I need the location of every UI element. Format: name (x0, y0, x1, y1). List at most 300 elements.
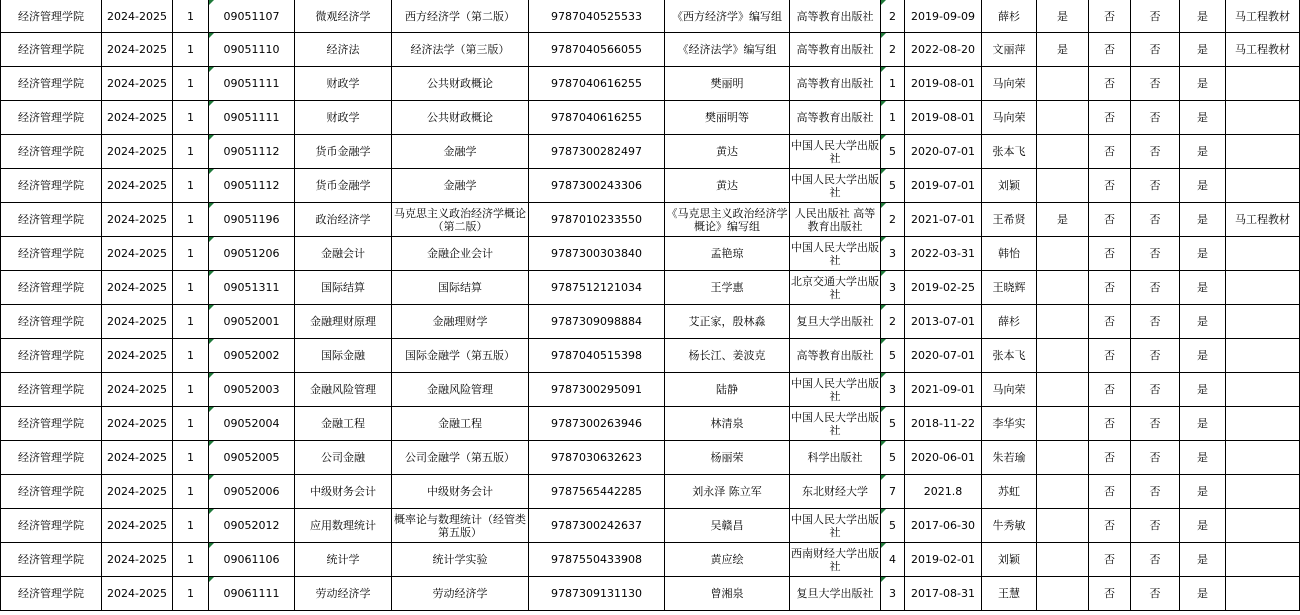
cell-flag-c[interactable]: 否 (1131, 67, 1180, 101)
cell-textbook-title[interactable]: 马克思主义政治经济学概论（第二版） (392, 203, 529, 237)
cell-academic-year[interactable]: 2024-2025 (102, 135, 173, 169)
cell-flag-c[interactable]: 否 (1131, 271, 1180, 305)
cell-flag-d[interactable]: 是 (1180, 169, 1226, 203)
cell-flag-b[interactable]: 否 (1089, 305, 1131, 339)
cell-teacher[interactable]: 文丽萍 (982, 33, 1037, 67)
cell-course-code[interactable]: 09051206 (209, 237, 295, 271)
cell-publisher[interactable]: 高等教育出版社 (790, 0, 881, 33)
cell-note[interactable] (1226, 475, 1300, 509)
cell-teacher[interactable]: 马向荣 (982, 101, 1037, 135)
cell-textbook-title[interactable]: 金融学 (392, 169, 529, 203)
cell-course-name[interactable]: 中级财务会计 (295, 475, 392, 509)
cell-college[interactable]: 经济管理学院 (1, 407, 102, 441)
cell-flag-b[interactable]: 否 (1089, 33, 1131, 67)
cell-author[interactable]: 曾湘泉 (665, 577, 790, 611)
cell-semester[interactable]: 1 (173, 135, 209, 169)
cell-flag-a[interactable] (1037, 543, 1089, 577)
cell-publish-date[interactable]: 2022-03-31 (905, 237, 982, 271)
cell-textbook-title[interactable]: 国际结算 (392, 271, 529, 305)
cell-course-name[interactable]: 金融风险管理 (295, 373, 392, 407)
cell-teacher[interactable]: 李华实 (982, 407, 1037, 441)
cell-course-code[interactable]: 09061111 (209, 577, 295, 611)
cell-academic-year[interactable]: 2024-2025 (102, 169, 173, 203)
cell-teacher[interactable]: 马向荣 (982, 373, 1037, 407)
cell-edition[interactable]: 2 (881, 203, 905, 237)
cell-isbn[interactable]: 9787010233550 (529, 203, 665, 237)
cell-flag-b[interactable]: 否 (1089, 101, 1131, 135)
cell-author[interactable]: 《马克思主义政治经济学概论》编写组 (665, 203, 790, 237)
cell-flag-d[interactable]: 是 (1180, 135, 1226, 169)
cell-textbook-title[interactable]: 公司金融学（第五版） (392, 441, 529, 475)
cell-publisher[interactable]: 中国人民大学出版社 (790, 373, 881, 407)
cell-college[interactable]: 经济管理学院 (1, 475, 102, 509)
cell-course-code[interactable]: 09051111 (209, 101, 295, 135)
cell-flag-b[interactable]: 否 (1089, 203, 1131, 237)
cell-author[interactable]: 黄达 (665, 135, 790, 169)
cell-college[interactable]: 经济管理学院 (1, 339, 102, 373)
cell-author[interactable]: 陆静 (665, 373, 790, 407)
cell-publish-date[interactable]: 2022-08-20 (905, 33, 982, 67)
cell-note[interactable]: 马工程教材 (1226, 203, 1300, 237)
cell-flag-a[interactable] (1037, 271, 1089, 305)
cell-publisher[interactable]: 北京交通大学出版社 (790, 271, 881, 305)
cell-semester[interactable]: 1 (173, 67, 209, 101)
cell-semester[interactable]: 1 (173, 475, 209, 509)
cell-publish-date[interactable]: 2020-06-01 (905, 441, 982, 475)
cell-isbn[interactable]: 9787040566055 (529, 33, 665, 67)
cell-flag-a[interactable] (1037, 441, 1089, 475)
cell-flag-b[interactable]: 否 (1089, 169, 1131, 203)
cell-note[interactable] (1226, 305, 1300, 339)
cell-flag-a[interactable] (1037, 135, 1089, 169)
cell-teacher[interactable]: 王慧 (982, 577, 1037, 611)
cell-flag-b[interactable]: 否 (1089, 475, 1131, 509)
cell-author[interactable]: 林清泉 (665, 407, 790, 441)
cell-flag-b[interactable]: 否 (1089, 373, 1131, 407)
cell-isbn[interactable]: 9787512121034 (529, 271, 665, 305)
cell-note[interactable] (1226, 543, 1300, 577)
cell-textbook-title[interactable]: 劳动经济学 (392, 577, 529, 611)
cell-college[interactable]: 经济管理学院 (1, 203, 102, 237)
cell-publisher[interactable]: 高等教育出版社 (790, 339, 881, 373)
cell-publisher[interactable]: 高等教育出版社 (790, 33, 881, 67)
cell-course-code[interactable]: 09052006 (209, 475, 295, 509)
cell-course-name[interactable]: 货币金融学 (295, 135, 392, 169)
cell-flag-d[interactable]: 是 (1180, 271, 1226, 305)
cell-edition[interactable]: 7 (881, 475, 905, 509)
cell-isbn[interactable]: 9787300282497 (529, 135, 665, 169)
cell-textbook-title[interactable]: 统计学实验 (392, 543, 529, 577)
cell-textbook-title[interactable]: 国际金融学（第五版） (392, 339, 529, 373)
cell-publisher[interactable]: 高等教育出版社 (790, 101, 881, 135)
cell-publisher[interactable]: 高等教育出版社 (790, 67, 881, 101)
cell-semester[interactable]: 1 (173, 509, 209, 543)
cell-textbook-title[interactable]: 金融学 (392, 135, 529, 169)
cell-college[interactable]: 经济管理学院 (1, 0, 102, 33)
cell-course-name[interactable]: 金融工程 (295, 407, 392, 441)
cell-flag-c[interactable]: 否 (1131, 441, 1180, 475)
cell-semester[interactable]: 1 (173, 543, 209, 577)
cell-publisher[interactable]: 科学出版社 (790, 441, 881, 475)
cell-isbn[interactable]: 9787300303840 (529, 237, 665, 271)
cell-edition[interactable]: 5 (881, 339, 905, 373)
cell-flag-c[interactable]: 否 (1131, 169, 1180, 203)
cell-course-name[interactable]: 统计学 (295, 543, 392, 577)
cell-course-code[interactable]: 09052002 (209, 339, 295, 373)
cell-publisher[interactable]: 中国人民大学出版社 (790, 407, 881, 441)
cell-semester[interactable]: 1 (173, 33, 209, 67)
cell-semester[interactable]: 1 (173, 271, 209, 305)
cell-course-name[interactable]: 货币金融学 (295, 169, 392, 203)
cell-course-code[interactable]: 09051196 (209, 203, 295, 237)
cell-flag-b[interactable]: 否 (1089, 339, 1131, 373)
cell-flag-c[interactable]: 否 (1131, 305, 1180, 339)
cell-flag-d[interactable]: 是 (1180, 67, 1226, 101)
cell-flag-c[interactable]: 否 (1131, 135, 1180, 169)
cell-teacher[interactable]: 朱若瑜 (982, 441, 1037, 475)
cell-course-code[interactable]: 09052001 (209, 305, 295, 339)
cell-course-name[interactable]: 劳动经济学 (295, 577, 392, 611)
cell-course-name[interactable]: 政治经济学 (295, 203, 392, 237)
cell-academic-year[interactable]: 2024-2025 (102, 441, 173, 475)
cell-publisher[interactable]: 人民出版社 高等教育出版社 (790, 203, 881, 237)
cell-isbn[interactable]: 9787309131130 (529, 577, 665, 611)
cell-semester[interactable]: 1 (173, 169, 209, 203)
cell-teacher[interactable]: 张本飞 (982, 135, 1037, 169)
cell-publish-date[interactable]: 2019-02-25 (905, 271, 982, 305)
cell-semester[interactable]: 1 (173, 101, 209, 135)
cell-flag-a[interactable] (1037, 339, 1089, 373)
cell-publish-date[interactable]: 2019-02-01 (905, 543, 982, 577)
cell-semester[interactable]: 1 (173, 203, 209, 237)
cell-teacher[interactable]: 刘颖 (982, 169, 1037, 203)
cell-teacher[interactable]: 张本飞 (982, 339, 1037, 373)
cell-author[interactable]: 王学惠 (665, 271, 790, 305)
cell-flag-c[interactable]: 否 (1131, 203, 1180, 237)
cell-teacher[interactable]: 王希贤 (982, 203, 1037, 237)
cell-flag-a[interactable] (1037, 169, 1089, 203)
cell-flag-d[interactable]: 是 (1180, 577, 1226, 611)
cell-edition[interactable]: 3 (881, 271, 905, 305)
cell-textbook-title[interactable]: 西方经济学（第二版） (392, 0, 529, 33)
cell-note[interactable] (1226, 509, 1300, 543)
cell-author[interactable]: 杨丽荣 (665, 441, 790, 475)
cell-semester[interactable]: 1 (173, 407, 209, 441)
cell-edition[interactable]: 5 (881, 169, 905, 203)
cell-course-name[interactable]: 财政学 (295, 101, 392, 135)
cell-author[interactable]: 孟艳琼 (665, 237, 790, 271)
cell-author[interactable]: 黄应绘 (665, 543, 790, 577)
cell-academic-year[interactable]: 2024-2025 (102, 33, 173, 67)
cell-note[interactable] (1226, 101, 1300, 135)
cell-note[interactable] (1226, 441, 1300, 475)
cell-academic-year[interactable]: 2024-2025 (102, 203, 173, 237)
cell-flag-d[interactable]: 是 (1180, 543, 1226, 577)
cell-college[interactable]: 经济管理学院 (1, 169, 102, 203)
cell-flag-b[interactable]: 否 (1089, 407, 1131, 441)
cell-flag-b[interactable]: 否 (1089, 67, 1131, 101)
cell-author[interactable]: 杨长江、姜波克 (665, 339, 790, 373)
cell-publish-date[interactable]: 2020-07-01 (905, 135, 982, 169)
cell-course-code[interactable]: 09051112 (209, 135, 295, 169)
cell-flag-a[interactable] (1037, 373, 1089, 407)
cell-flag-c[interactable]: 否 (1131, 237, 1180, 271)
cell-academic-year[interactable]: 2024-2025 (102, 305, 173, 339)
cell-semester[interactable]: 1 (173, 373, 209, 407)
cell-flag-c[interactable]: 否 (1131, 339, 1180, 373)
cell-teacher[interactable]: 牛秀敏 (982, 509, 1037, 543)
cell-publisher[interactable]: 中国人民大学出版社 (790, 135, 881, 169)
cell-edition[interactable]: 1 (881, 67, 905, 101)
cell-publish-date[interactable]: 2021-09-01 (905, 373, 982, 407)
cell-course-name[interactable]: 经济法 (295, 33, 392, 67)
cell-edition[interactable]: 5 (881, 135, 905, 169)
cell-author[interactable]: 樊丽明等 (665, 101, 790, 135)
cell-flag-c[interactable]: 否 (1131, 475, 1180, 509)
cell-textbook-title[interactable]: 金融企业会计 (392, 237, 529, 271)
cell-college[interactable]: 经济管理学院 (1, 577, 102, 611)
cell-course-code[interactable]: 09052003 (209, 373, 295, 407)
cell-course-code[interactable]: 09052004 (209, 407, 295, 441)
cell-semester[interactable]: 1 (173, 577, 209, 611)
cell-isbn[interactable]: 9787565442285 (529, 475, 665, 509)
cell-college[interactable]: 经济管理学院 (1, 101, 102, 135)
cell-isbn[interactable]: 9787550433908 (529, 543, 665, 577)
cell-textbook-title[interactable]: 经济法学（第三版） (392, 33, 529, 67)
cell-isbn[interactable]: 9787300295091 (529, 373, 665, 407)
cell-academic-year[interactable]: 2024-2025 (102, 0, 173, 33)
cell-publish-date[interactable]: 2019-08-01 (905, 101, 982, 135)
cell-isbn[interactable]: 9787030632623 (529, 441, 665, 475)
cell-textbook-title[interactable]: 金融工程 (392, 407, 529, 441)
cell-flag-d[interactable]: 是 (1180, 0, 1226, 33)
cell-course-code[interactable]: 09051112 (209, 169, 295, 203)
cell-teacher[interactable]: 苏虹 (982, 475, 1037, 509)
cell-semester[interactable]: 1 (173, 441, 209, 475)
cell-author[interactable]: 《经济法学》编写组 (665, 33, 790, 67)
cell-isbn[interactable]: 9787040515398 (529, 339, 665, 373)
cell-note[interactable] (1226, 407, 1300, 441)
cell-flag-a[interactable] (1037, 101, 1089, 135)
cell-flag-d[interactable]: 是 (1180, 509, 1226, 543)
cell-course-name[interactable]: 公司金融 (295, 441, 392, 475)
cell-isbn[interactable]: 9787309098884 (529, 305, 665, 339)
cell-flag-d[interactable]: 是 (1180, 203, 1226, 237)
cell-flag-d[interactable]: 是 (1180, 373, 1226, 407)
cell-note[interactable] (1226, 237, 1300, 271)
cell-edition[interactable]: 3 (881, 237, 905, 271)
cell-academic-year[interactable]: 2024-2025 (102, 373, 173, 407)
cell-course-code[interactable]: 09051107 (209, 0, 295, 33)
cell-semester[interactable]: 1 (173, 305, 209, 339)
cell-academic-year[interactable]: 2024-2025 (102, 407, 173, 441)
cell-academic-year[interactable]: 2024-2025 (102, 339, 173, 373)
cell-flag-b[interactable]: 否 (1089, 577, 1131, 611)
cell-note[interactable]: 马工程教材 (1226, 33, 1300, 67)
cell-textbook-title[interactable]: 概率论与数理统计（经管类第五版） (392, 509, 529, 543)
cell-flag-a[interactable]: 是 (1037, 0, 1089, 33)
cell-isbn[interactable]: 9787040616255 (529, 67, 665, 101)
cell-isbn[interactable]: 9787040525533 (529, 0, 665, 33)
cell-semester[interactable]: 1 (173, 237, 209, 271)
cell-flag-d[interactable]: 是 (1180, 33, 1226, 67)
cell-college[interactable]: 经济管理学院 (1, 373, 102, 407)
cell-academic-year[interactable]: 2024-2025 (102, 543, 173, 577)
cell-academic-year[interactable]: 2024-2025 (102, 475, 173, 509)
cell-edition[interactable]: 5 (881, 509, 905, 543)
cell-academic-year[interactable]: 2024-2025 (102, 577, 173, 611)
cell-edition[interactable]: 3 (881, 577, 905, 611)
cell-flag-a[interactable] (1037, 237, 1089, 271)
cell-flag-a[interactable] (1037, 67, 1089, 101)
cell-edition[interactable]: 2 (881, 0, 905, 33)
cell-teacher[interactable]: 马向荣 (982, 67, 1037, 101)
cell-publish-date[interactable]: 2021-07-01 (905, 203, 982, 237)
cell-note[interactable] (1226, 169, 1300, 203)
cell-flag-a[interactable] (1037, 305, 1089, 339)
cell-edition[interactable]: 2 (881, 33, 905, 67)
cell-flag-d[interactable]: 是 (1180, 101, 1226, 135)
cell-flag-c[interactable]: 否 (1131, 0, 1180, 33)
cell-teacher[interactable]: 韩怡 (982, 237, 1037, 271)
cell-note[interactable] (1226, 67, 1300, 101)
cell-teacher[interactable]: 薛杉 (982, 305, 1037, 339)
cell-publish-date[interactable]: 2017-08-31 (905, 577, 982, 611)
cell-flag-a[interactable] (1037, 577, 1089, 611)
cell-academic-year[interactable]: 2024-2025 (102, 509, 173, 543)
cell-flag-c[interactable]: 否 (1131, 101, 1180, 135)
cell-flag-c[interactable]: 否 (1131, 509, 1180, 543)
cell-college[interactable]: 经济管理学院 (1, 305, 102, 339)
cell-course-name[interactable]: 应用数理统计 (295, 509, 392, 543)
cell-course-code[interactable]: 09051111 (209, 67, 295, 101)
cell-publish-date[interactable]: 2019-08-01 (905, 67, 982, 101)
cell-flag-c[interactable]: 否 (1131, 543, 1180, 577)
cell-textbook-title[interactable]: 公共财政概论 (392, 67, 529, 101)
cell-flag-a[interactable]: 是 (1037, 33, 1089, 67)
cell-publish-date[interactable]: 2021.8 (905, 475, 982, 509)
cell-academic-year[interactable]: 2024-2025 (102, 67, 173, 101)
cell-flag-b[interactable]: 否 (1089, 237, 1131, 271)
cell-flag-d[interactable]: 是 (1180, 475, 1226, 509)
cell-semester[interactable]: 1 (173, 339, 209, 373)
cell-isbn[interactable]: 9787300243306 (529, 169, 665, 203)
cell-note[interactable] (1226, 577, 1300, 611)
cell-publisher[interactable]: 复旦大学出版社 (790, 577, 881, 611)
cell-course-name[interactable]: 国际结算 (295, 271, 392, 305)
cell-college[interactable]: 经济管理学院 (1, 271, 102, 305)
cell-publish-date[interactable]: 2019-09-09 (905, 0, 982, 33)
cell-course-name[interactable]: 金融理财原理 (295, 305, 392, 339)
cell-publisher[interactable]: 中国人民大学出版社 (790, 509, 881, 543)
cell-flag-b[interactable]: 否 (1089, 0, 1131, 33)
cell-author[interactable]: 樊丽明 (665, 67, 790, 101)
cell-flag-c[interactable]: 否 (1131, 577, 1180, 611)
cell-college[interactable]: 经济管理学院 (1, 543, 102, 577)
cell-isbn[interactable]: 9787300263946 (529, 407, 665, 441)
cell-publisher[interactable]: 中国人民大学出版社 (790, 237, 881, 271)
cell-textbook-title[interactable]: 公共财政概论 (392, 101, 529, 135)
cell-edition[interactable]: 5 (881, 407, 905, 441)
cell-publisher[interactable]: 复旦大学出版社 (790, 305, 881, 339)
cell-flag-b[interactable]: 否 (1089, 509, 1131, 543)
cell-flag-d[interactable]: 是 (1180, 441, 1226, 475)
cell-publish-date[interactable]: 2017-06-30 (905, 509, 982, 543)
cell-author[interactable]: 黄达 (665, 169, 790, 203)
cell-college[interactable]: 经济管理学院 (1, 33, 102, 67)
cell-flag-d[interactable]: 是 (1180, 407, 1226, 441)
cell-course-code[interactable]: 09052005 (209, 441, 295, 475)
cell-publish-date[interactable]: 2020-07-01 (905, 339, 982, 373)
cell-note[interactable] (1226, 339, 1300, 373)
cell-course-name[interactable]: 国际金融 (295, 339, 392, 373)
cell-edition[interactable]: 4 (881, 543, 905, 577)
cell-teacher[interactable]: 薛杉 (982, 0, 1037, 33)
cell-flag-b[interactable]: 否 (1089, 135, 1131, 169)
cell-academic-year[interactable]: 2024-2025 (102, 271, 173, 305)
cell-course-code[interactable]: 09052012 (209, 509, 295, 543)
cell-flag-c[interactable]: 否 (1131, 407, 1180, 441)
cell-edition[interactable]: 2 (881, 305, 905, 339)
cell-isbn[interactable]: 9787040616255 (529, 101, 665, 135)
cell-isbn[interactable]: 9787300242637 (529, 509, 665, 543)
cell-academic-year[interactable]: 2024-2025 (102, 101, 173, 135)
cell-textbook-title[interactable]: 金融理财学 (392, 305, 529, 339)
cell-course-name[interactable]: 金融会计 (295, 237, 392, 271)
cell-semester[interactable]: 1 (173, 0, 209, 33)
cell-flag-b[interactable]: 否 (1089, 271, 1131, 305)
cell-publish-date[interactable]: 2019-07-01 (905, 169, 982, 203)
cell-course-code[interactable]: 09051311 (209, 271, 295, 305)
cell-edition[interactable]: 3 (881, 373, 905, 407)
cell-textbook-title[interactable]: 中级财务会计 (392, 475, 529, 509)
cell-flag-b[interactable]: 否 (1089, 543, 1131, 577)
cell-flag-c[interactable]: 否 (1131, 373, 1180, 407)
cell-teacher[interactable]: 刘颖 (982, 543, 1037, 577)
cell-college[interactable]: 经济管理学院 (1, 441, 102, 475)
cell-note[interactable] (1226, 373, 1300, 407)
cell-flag-d[interactable]: 是 (1180, 237, 1226, 271)
cell-flag-c[interactable]: 否 (1131, 33, 1180, 67)
cell-publish-date[interactable]: 2018-11-22 (905, 407, 982, 441)
cell-course-code[interactable]: 09061106 (209, 543, 295, 577)
cell-flag-d[interactable]: 是 (1180, 339, 1226, 373)
cell-course-name[interactable]: 财政学 (295, 67, 392, 101)
cell-edition[interactable]: 1 (881, 101, 905, 135)
cell-flag-a[interactable] (1037, 407, 1089, 441)
cell-teacher[interactable]: 王晓辉 (982, 271, 1037, 305)
cell-author[interactable]: 《西方经济学》编写组 (665, 0, 790, 33)
cell-note[interactable] (1226, 135, 1300, 169)
cell-course-name[interactable]: 微观经济学 (295, 0, 392, 33)
cell-author[interactable]: 艾正家，殷林淼 (665, 305, 790, 339)
cell-publish-date[interactable]: 2013-07-01 (905, 305, 982, 339)
cell-author[interactable]: 吴赣昌 (665, 509, 790, 543)
cell-edition[interactable]: 5 (881, 441, 905, 475)
cell-flag-d[interactable]: 是 (1180, 305, 1226, 339)
cell-academic-year[interactable]: 2024-2025 (102, 237, 173, 271)
cell-note[interactable]: 马工程教材 (1226, 0, 1300, 33)
cell-textbook-title[interactable]: 金融风险管理 (392, 373, 529, 407)
cell-college[interactable]: 经济管理学院 (1, 509, 102, 543)
cell-college[interactable]: 经济管理学院 (1, 237, 102, 271)
cell-course-code[interactable]: 09051110 (209, 33, 295, 67)
cell-author[interactable]: 刘永泽 陈立军 (665, 475, 790, 509)
cell-college[interactable]: 经济管理学院 (1, 135, 102, 169)
cell-publisher[interactable]: 中国人民大学出版社 (790, 169, 881, 203)
cell-flag-a[interactable] (1037, 509, 1089, 543)
cell-flag-a[interactable] (1037, 475, 1089, 509)
